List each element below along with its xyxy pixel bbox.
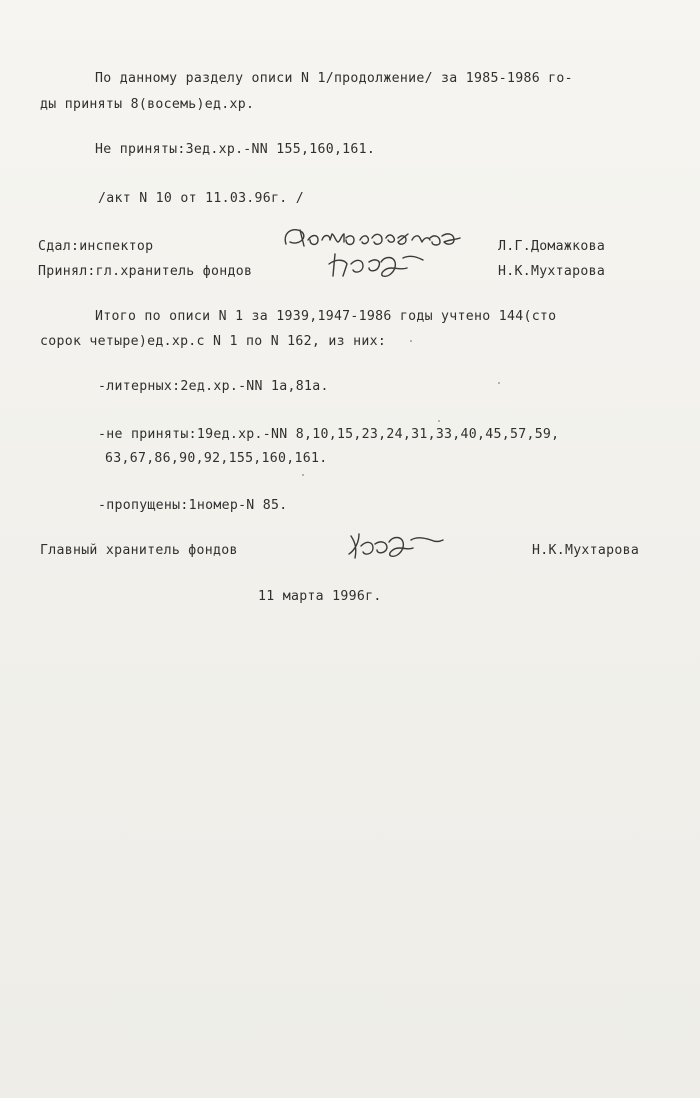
handed-name: Л.Г.Домажкова — [498, 239, 606, 254]
scan-speck — [410, 340, 412, 342]
total-line: Итого по описи N 1 за 1939,1947-1986 годы учтено 144(сто — [95, 309, 557, 324]
signature-mukhtarova-2 — [345, 528, 455, 566]
scan-speck — [438, 420, 440, 422]
document-date: 11 марта 1996г. — [258, 589, 382, 604]
not-accepted-line: Не приняты:3ед.хр.-NN 155,160,161. — [95, 142, 376, 157]
scan-speck — [302, 474, 304, 476]
paragraph-line: По данному разделу описи N 1/продолжение/ за 1985-1986 го- — [95, 71, 573, 86]
not-accepted-total-line: -не приняты:19ед.хр.-NN 8,10,15,23,24,31,33,40,45,57,59, — [98, 427, 560, 442]
literal-line: -литерных:2ед.хр.-NN 1а,81а. — [98, 379, 329, 394]
scan-speck — [498, 382, 500, 384]
signature-mukhtarova-1 — [325, 248, 435, 284]
received-name: Н.К.Мухтарова — [498, 264, 606, 279]
chief-label: Главный хранитель фондов — [40, 543, 238, 558]
received-label: Принял:гл.хранитель фондов — [38, 264, 253, 279]
act-reference: /акт N 10 от 11.03.96г. / — [98, 191, 304, 206]
total-line: сорок четыре)ед.хр.с N 1 по N 162, из них: — [40, 334, 387, 349]
not-accepted-total-line: 63,67,86,90,92,155,160,161. — [105, 451, 328, 466]
handed-label: Сдал:инспектор — [38, 239, 154, 254]
skipped-line: -пропущены:1номер-N 85. — [98, 498, 288, 513]
paragraph-line: ды приняты 8(восемь)ед.хр. — [40, 97, 255, 112]
chief-name: Н.К.Мухтарова — [532, 543, 640, 558]
